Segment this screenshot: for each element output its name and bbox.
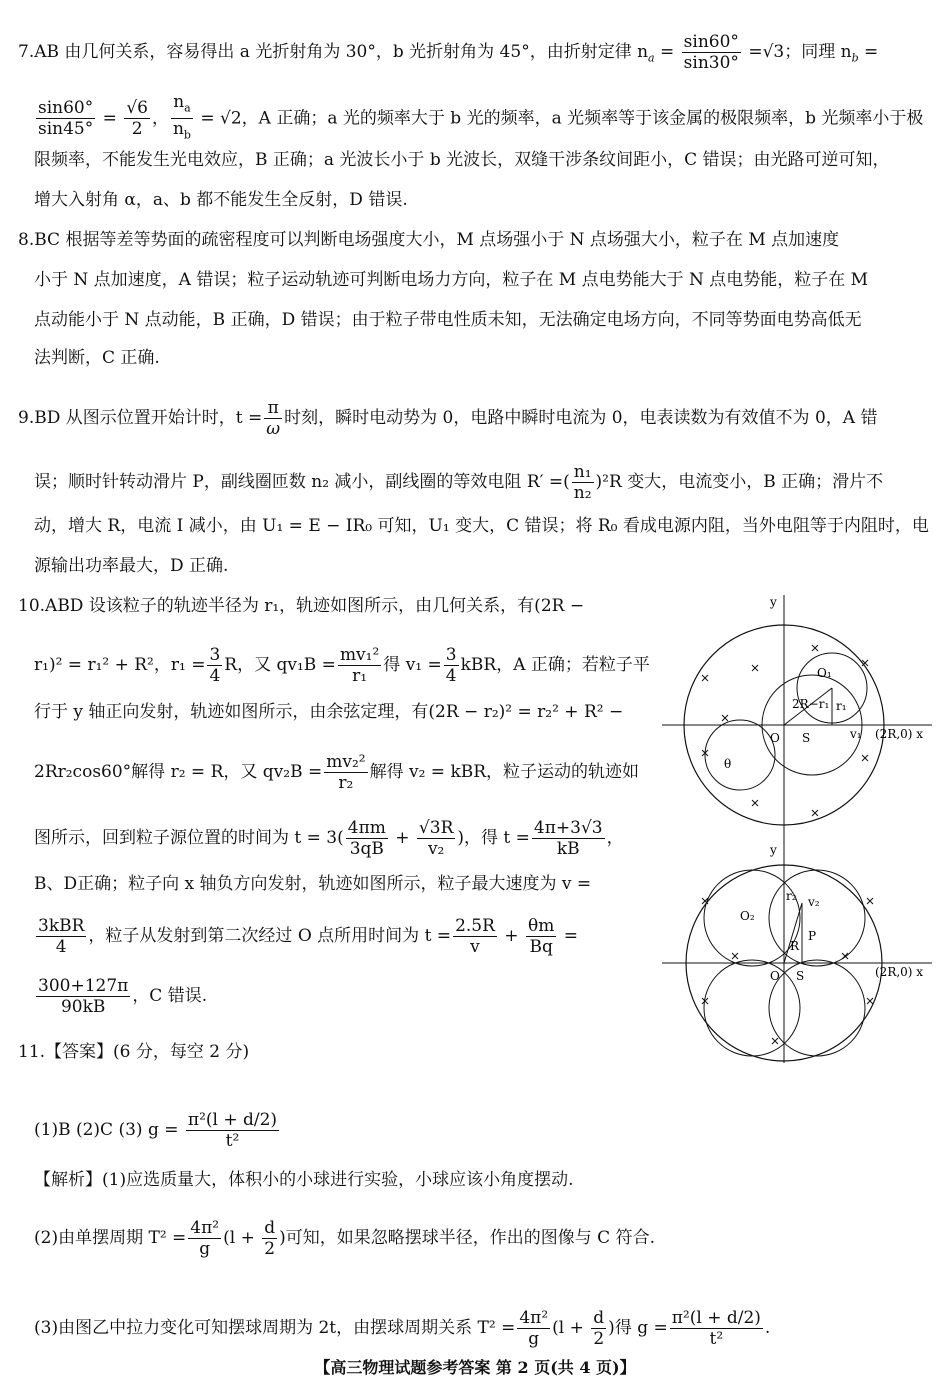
q11-explain-2: (2)由单摆周期 T² = $\frac{\text{4π²}}{g}$ (l + $\frac{d}{2}$ )可知，如果忽略摆球半径，作出的图像与 C 符合. bbox=[34, 1218, 655, 1259]
fig1-distance-label: 2R−r₁ bbox=[792, 697, 830, 711]
fig2-origin-label: O bbox=[770, 969, 780, 983]
trajectory-figure-1 bbox=[662, 590, 942, 850]
q10-line3: 行于 y 轴正向发射，轨迹如图所示，由余弦定理，有(2R − r₂)² = r₂² + R² − bbox=[34, 702, 624, 722]
q11-explain-1: 【解析】(1)应选质量大，体积小的小球进行实验，小球应该小角度摆动. bbox=[34, 1170, 574, 1190]
fig1-velocity-label: v₁ bbox=[850, 727, 862, 741]
fig1-origin-label: O bbox=[770, 731, 780, 745]
q8-line3: 点动能小于 N 点动能，B 正确，D 错误；由于粒子带电性质未知，无法确定电场方向，不同等势面电势高低无 bbox=[34, 310, 862, 330]
fig2-r2-label: r₂ bbox=[786, 889, 797, 903]
fig2-x-label: (2R,0) x bbox=[875, 965, 924, 979]
fig1-source-label: S bbox=[802, 731, 811, 745]
q7-line3: 限频率，不能发生光电效应，B 正确；a 光波长小于 b 光波长，双缝干涉条纹间距小，C 错误；由光路可逆可知， bbox=[34, 150, 890, 170]
fig2-radius-label: R bbox=[790, 939, 800, 953]
page-footer: 【高三物理试题参考答案 第 2 页(共 4 页)】 bbox=[314, 1358, 636, 1377]
q8-line4: 法判断，C 正确. bbox=[34, 348, 160, 368]
fig1-angle-label: θ bbox=[724, 757, 732, 771]
fig1-y-label: y bbox=[770, 595, 777, 609]
q11-answers: (1)B (2)C (3) g = $\frac{\text{π²(l + d/2)}}{\text{t²}}$ bbox=[34, 1110, 278, 1151]
q10-line1: 10.ABD 设该粒子的轨迹半径为 r₁，轨迹如图所示，由几何关系，有(2R − bbox=[18, 596, 585, 616]
fig1-radius-label: r₁ bbox=[836, 699, 847, 713]
q10-line2: r₁)² = r₁² + R²，r₁ = $\frac{3}{4}$ R，又 qv₁B = $\frac{\text{mv₁²}}{\text{r₁}}$ 得 v₁ = $\frac{3}{4}$ kBR，A 正确；若粒子平 bbox=[34, 645, 650, 686]
q10-line7: $\frac{\text{3kBR}}{4}$ ，粒子从发射到第二次经过 O 点所用时间为 t = $\frac{2.5R}{v}$ + $\frac{\theta m}{Bq}$ = bbox=[38, 916, 578, 957]
q10-line8: $\frac{300+127\pi}{90kB}$ ，C 错误. bbox=[38, 976, 208, 1017]
fig2-source-label: S bbox=[796, 969, 805, 983]
q9-line2: 误；顺时针转动滑片 P，副线圈匝数 n₂ 减小，副线圈的等效电阻 R′ =( $\frac{\text{n₁}}{\text{n₂}}$ )²R 变大，电流变小，B 正确；滑片不 bbox=[34, 462, 884, 503]
q8-line2: 小于 N 点加速度，A 错误；粒子运动轨迹可判断电场力方向，粒子在 M 点电势能大于 N 点电势能，粒子在 M bbox=[34, 270, 869, 290]
fig2-y-label: y bbox=[770, 843, 777, 857]
q11-head: 11.【答案】(6 分，每空 2 分) bbox=[18, 1042, 250, 1062]
fig1-x-label: (2R,0) x bbox=[875, 727, 924, 741]
q9-line3: 动，增大 R，电流 I 减小，由 U₁ = E − IR₀ 可知，U₁ 变大，C 错误；将 R₀ 看成电源内阻，当外电阻等于内阻时，电 bbox=[34, 516, 929, 536]
q9-line1: 9.BD 从图示位置开始计时，t = $\frac{\pi}{\omega}$ 时刻，瞬时电动势为 0，电路中瞬时电流为 0，电表读数为有效值不为 0，A 错 bbox=[18, 398, 878, 439]
fig2-point-label: P bbox=[808, 929, 817, 943]
q9-line4: 源输出功率最大，D 正确. bbox=[34, 556, 229, 576]
q7-line1: 7.AB 由几何关系，容易得出 a 光折射角为 30°，b 光折射角为 45°，由折射定律 $n_a$ = $\frac{\sin 60^\circ}{\sin 30^\circ}$ =√3；同理 $n_b$ = bbox=[18, 32, 879, 73]
q8-line1: 8.BC 根据等差等势面的疏密程度可以判断电场强度大小，M 点场强小于 N 点场强大小，粒子在 M 点加速度 bbox=[18, 230, 840, 250]
fig2-center-label: O₂ bbox=[740, 909, 755, 923]
q7-line4: 增大入射角 α，a、b 都不能发生全反射，D 错误. bbox=[34, 190, 408, 210]
fig1-center-label: O₁ bbox=[817, 666, 832, 680]
q10-line5: 图所示，回到粒子源位置的时间为 t = 3( $\frac{4\pi m}{3qB}$ + $\frac{√3R}{\text{v₂}}$ )，得 t = $\frac{4\pi+3√3}{kB}$ ， bbox=[34, 818, 624, 859]
fig2-velocity-label: v₂ bbox=[808, 895, 820, 909]
q11-explain-3: (3)由图乙中拉力变化可知摆球周期为 2t，由摆球周期关系 T² = $\frac{\text{4π²}}{g}$ (l + $\frac{d}{2}$ )得 g = $\frac{\text{π²(l + d/2)}}{\text{t²}}$ . bbox=[34, 1308, 771, 1349]
trajectory-figure-2 bbox=[662, 838, 942, 1068]
q7-line2: $\frac{\sin 60^\circ}{\sin 45^\circ}$ = $\frac{√6}{2}$ ， $\frac{n_a}{n_b}$ = √2，A 正确；a 光的频率大于 b 光的频率，a 光频率等于该金属的极限频率，b 光频率小于极 bbox=[38, 92, 924, 142]
q10-line6: B、D正确；粒子向 x 轴负方向发射，轨迹如图所示，粒子最大速度为 v = bbox=[34, 874, 592, 894]
q10-line4: 2Rr₂cos60°解得 r₂ = R，又 qv₂B = $\frac{\text{mv₂²}}{\text{r₂}}$ 解得 v₂ = kBR，粒子运动的轨迹如 bbox=[34, 752, 640, 793]
